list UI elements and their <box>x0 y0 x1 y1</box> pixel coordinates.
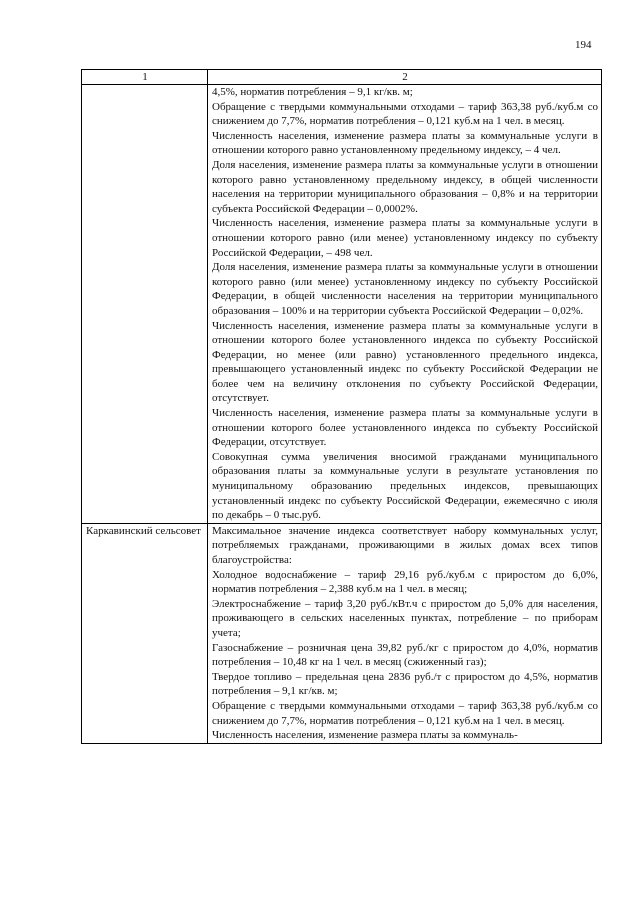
page-number: 194 <box>575 39 592 51</box>
description-cell <box>208 85 602 524</box>
paragraph: Обращение с твердыми коммунальными отходами – тариф 363,38 руб./куб.м со снижением до 7,7%, норматив потребления – 0,121 куб.м на 1 чел. в месяц. <box>212 699 598 727</box>
paragraph: Численность населения, изменение размера платы за коммунальные услуги в отношении которого более установленного индекса по субъекту Российской Федерации, отсутствует. <box>212 407 598 449</box>
paragraph: Обращение с твердыми коммунальными отходами – тариф 363,38 руб./куб.м со снижением до 7,7%, норматив потребления – 0,121 куб.м на 1 чел. в месяц. <box>212 100 598 128</box>
paragraph: Численность населения, изменение размера платы за коммуналь- <box>212 729 518 742</box>
paragraph: Численность населения, изменение размера платы за коммунальные услуги в отношении которого более установленного индекса по субъекту Российской Федерации, но менее (или равно) установленного предельного индекса, превышающего установленный индекс по субъекту Российской Федерации не более чем на величину отклонения по субъекту Российской Федерации, отсутствует. <box>212 319 598 405</box>
paragraph: Максимальное значение индекса соответствует набору коммунальных услуг, потребляемых гражданами, проживающими в жилых домах всех типов благоустройства: <box>212 524 598 566</box>
document-table <box>81 69 602 744</box>
column-header-1: 1 <box>82 70 208 85</box>
paragraph: Холодное водоснабжение – тариф 29,16 руб./куб.м с приростом до 6,0%, норматив потребления – 2,388 куб.м на 1 чел. в месяц; <box>212 568 598 596</box>
paragraph: Газоснабжение – розничная цена 39,82 руб./кг с приростом до 4,0%, норматив потребления – 10,48 кг на 1 чел. в месяц (сжиженный газ); <box>212 641 598 669</box>
paragraph: Доля населения, изменение размера платы за коммунальные услуги в отношении которого равно установленному предельному индексу, в общей численности населения на территории муниципального образования – 0,8% и на территории субъекта Российской Федерации – 0,0002%. <box>212 158 598 215</box>
paragraph: Численность населения, изменение размера платы за коммунальные услуги в отношении которого равно (или менее) установленному индексу по субъекту Российской Федерации, – 498 чел. <box>212 217 598 259</box>
description-cell <box>208 523 602 743</box>
paragraph: Доля населения, изменение размера платы за коммунальные услуги в отношении которого равно (или менее) установленному индексу по субъекту Российской Федерации, в общей численности населения на территории муниципального образования – 100% и на территории субъекта Российской Федерации – 0,02%. <box>212 261 598 317</box>
paragraph: Электроснабжение – тариф 3,20 руб./кВт.ч с приростом до 5,0% для населения, проживающего в сельских населенных пунктах, потребление – по приборам учета; <box>212 597 598 639</box>
paragraph: Твердое топливо – предельная цена 2836 руб./т с приростом до 4,5%, норматив потребления – 9,1 кг/кв. м; <box>212 670 598 698</box>
table-header-row <box>82 70 602 85</box>
municipality-name-cell: Каркавинский сельсовет <box>82 523 208 743</box>
table-row <box>82 85 602 524</box>
table-row <box>82 523 602 743</box>
paragraph: Совокупная сумма увеличения вносимой гражданами муниципального образования платы за коммунальные услуги в результате установления по муниципальному образованию предельных индексов, превышающих установленный индекс по субъекту Российской Федерации, ежемесячно с июля по декабрь – 0 тыс.руб. <box>212 450 598 522</box>
paragraph: Численность населения, изменение размера платы за коммунальные услуги в отношении которого равно установленному предельному индексу, – 4 чел. <box>212 129 598 157</box>
municipality-name-cell <box>82 85 208 524</box>
paragraph: 4,5%, норматив потребления – 9,1 кг/кв. м; <box>212 86 413 98</box>
column-header-2: 2 <box>208 70 602 85</box>
